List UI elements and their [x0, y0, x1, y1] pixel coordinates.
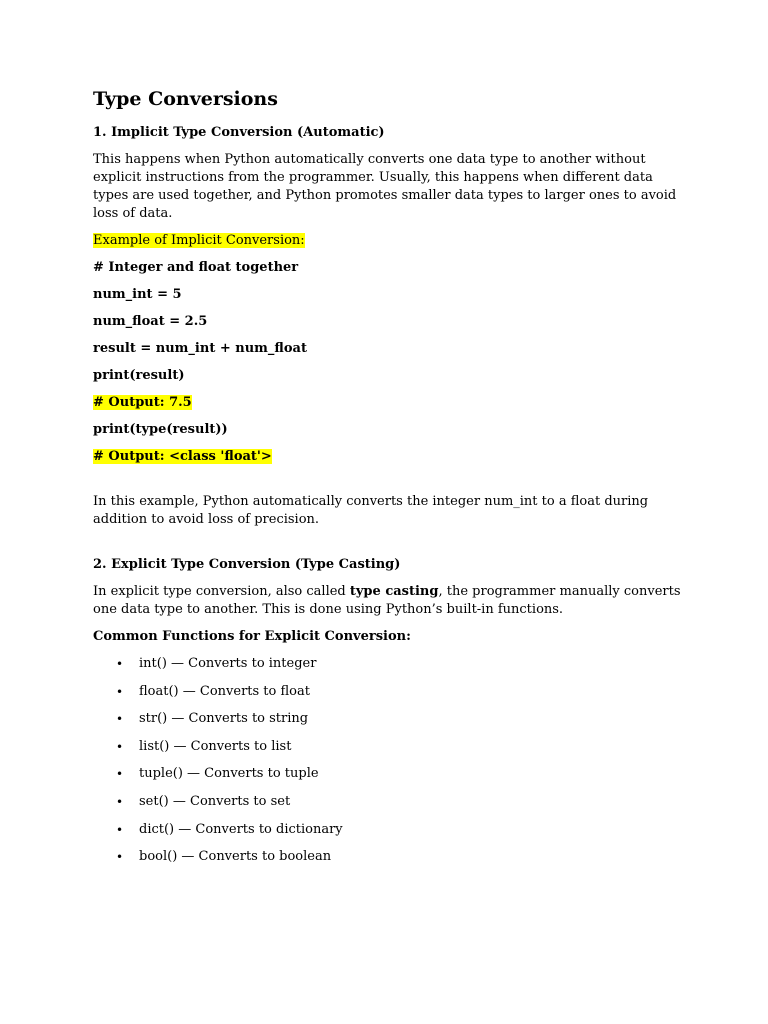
code-line-comment: # Integer and float together [93, 260, 299, 275]
list-item-text: dict() — Converts to dictionary [139, 821, 343, 837]
example-label-text: Example of Implicit Conversion: [93, 233, 305, 248]
list-item [93, 793, 683, 811]
type-casting-term: type casting [349, 584, 439, 599]
bullet-icon: • [116, 739, 124, 754]
code-line-result: result = num_int + num_float [93, 341, 307, 356]
spacer [93, 475, 683, 493]
list-item-text: set() — Converts to set [139, 793, 291, 809]
page-title: Type Conversions [93, 88, 278, 110]
list-item [93, 821, 683, 839]
bullet-icon: • [116, 712, 124, 727]
spacer [93, 538, 683, 556]
bullet-icon: • [116, 657, 124, 671]
list-item [93, 765, 683, 783]
code-line-print-result: print(result) [93, 368, 185, 383]
list-item [93, 848, 683, 866]
bullet-icon: • [116, 822, 124, 837]
list-item [93, 655, 683, 673]
list-item [93, 738, 683, 756]
output-value-text: # Output: 7.5 [93, 395, 192, 410]
code-line-print-type: print(type(result)) [93, 422, 228, 437]
code-line-output-type [93, 448, 683, 466]
functions-list [93, 655, 683, 866]
bullet-icon: • [116, 850, 124, 865]
implicit-intro-paragraph: This happens when Python automatically converts one data type to another without explicit instructions from the programmer. Usually, this happens when different data types are used together, and Python promotes smaller data types to larger ones to avoid loss of data. [93, 152, 677, 221]
functions-heading: Common Functions for Explicit Conversion: [93, 629, 411, 644]
list-item-text: list() — Converts to list [139, 738, 292, 754]
list-item [93, 683, 683, 701]
list-item-text: tuple() — Converts to tuple [139, 766, 319, 782]
code-line-num-float: num_float = 2.5 [93, 314, 208, 329]
list-item [93, 710, 683, 728]
bullet-icon: • [116, 767, 124, 782]
implicit-explanation-paragraph: In this example, Python automatically converts the integer num_int to a float during addition to avoid loss of precision. [93, 494, 649, 527]
list-item-text: float() — Converts to float [139, 683, 310, 699]
explicit-intro-end: , the programmer manually converts one data type to another. This is done using Python’s built-in functions. [93, 584, 681, 617]
bullet-icon: • [116, 794, 124, 809]
explicit-intro-start: In explicit type conversion, also called [93, 584, 350, 599]
document-page [93, 86, 683, 876]
list-item-text: bool() — Converts to boolean [139, 849, 332, 865]
section-heading-explicit: 2. Explicit Type Conversion (Type Casting) [93, 557, 401, 572]
code-line-output-value [93, 394, 683, 412]
list-item-text: str() — Converts to string [139, 711, 309, 727]
example-label [93, 232, 683, 250]
code-line-num-int: num_int = 5 [93, 287, 182, 302]
output-type-text: # Output: <class 'float'> [93, 449, 272, 464]
explicit-intro-paragraph [93, 583, 683, 619]
section-heading-implicit: 1. Implicit Type Conversion (Automatic) [93, 125, 385, 140]
bullet-icon: • [116, 684, 124, 699]
list-item-text: int() — Converts to integer [139, 656, 317, 671]
